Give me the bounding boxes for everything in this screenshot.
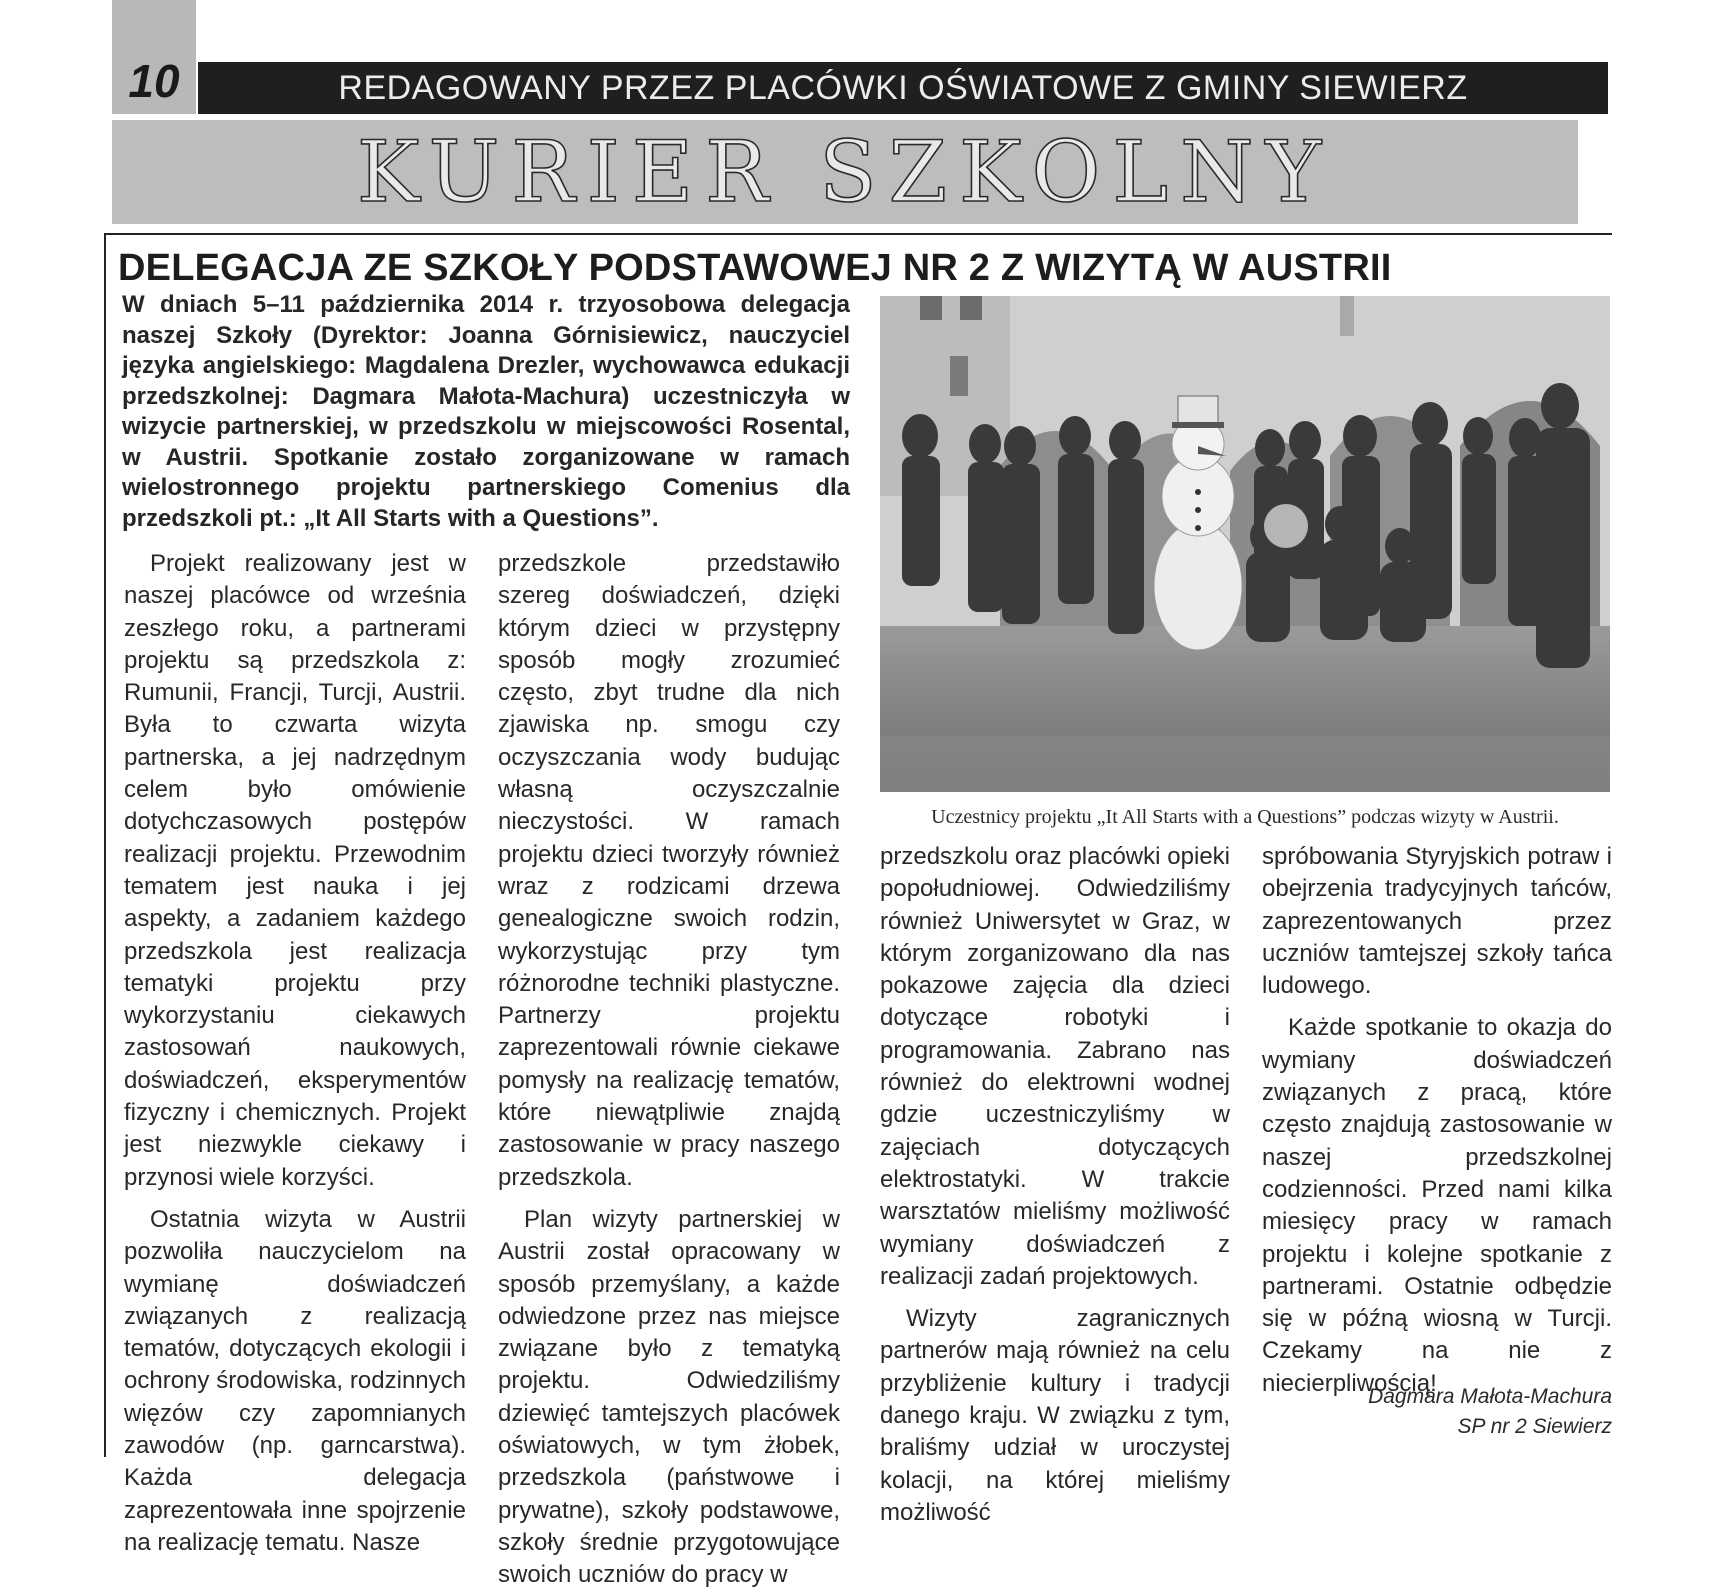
paragraph: Wizyty zagranicznych partnerów mają również na celu przybliżenie kultury i tradycji danego kraju. W związku z tym, braliśmy udział w uroczystej kolacji, na której mieliśmy możliwość: [880, 1305, 1230, 1526]
article-headline: DELEGACJA ZE SZKOŁY PODSTAWOWEJ NR 2 Z WIZYTĄ W AUSTRII: [118, 247, 1392, 289]
paragraph: Ostatnia wizyta w Austrii pozwoliła nauczycielom na wymianę doświadczeń związanych z realizacją tematów, dotyczących ekologii i ochrony środowiska, rodzinnych więzów czy zapomnianych zawodów (np. garncarstwa). Każda delegacja zaprezentowała inne spojrzenie na realizację tematu. Nasze: [124, 1205, 466, 1556]
article-column-2: [498, 548, 840, 1592]
paragraph: Plan wizyty partnerskiej w Austrii został opracowany w sposób przemyślany, a każde odwiedzone przez nas miejsce związane było z tematyką projektu. Odwiedziliśmy dziewięć tamtejszych placówek oświatowych, w tym żłobek, przedszkola (państwowe i prywatne), szkoły podstawowe, szkoły średnie przygotowujące swoich uczniów do pracy w: [498, 1205, 840, 1589]
masthead-title: KURIER SZKOLNY: [112, 120, 1578, 224]
article-frame-left-rule: [104, 233, 106, 1457]
paragraph: przedszkolu oraz placówki opieki popołudniowej. Odwiedziliśmy również Uniwersytet w Graz, w którym zorganizowano dla nas pokazowe zajęcia dla dzieci dotyczące robotyki i programowania. Zabrano nas również do elektrowni wodnej gdzie uczestniczyliśmy w zajęciach dotyczących elektrostatyki. W trakcie warsztatów mieliśmy możliwość wymiany doświadczeń z realizacji zadań projektowych.: [880, 843, 1230, 1290]
article-column-1: [124, 548, 466, 1559]
paragraph: Każde spotkanie to okazja do wymiany doświadczeń związanych z pracą, które często znajdują zastosowanie w naszej przedszkolnej codzienności. Przed nami kilka miesięcy pracy w ramach projektu i kolejne spotkanie z partnerami. Ostatnie odbędzie się w późną wiosną w Turcji. Czekamy na nie z niecierpliwością!: [1262, 1014, 1612, 1397]
photo-caption: Uczestnicy projektu „It All Starts with a Questions” podczas wizyty w Austrii.: [931, 806, 1559, 828]
article-frame-top-rule: [104, 233, 1612, 235]
paragraph: spróbowania Styryjskich potraw i obejrzenia tradycyjnych tańców, zaprezentowanych przez uczniów tamtejszej szkoły tańca ludowego.: [1262, 843, 1612, 1000]
page-number: 10: [128, 55, 180, 107]
paragraph: przedszkole przedstawiło szereg doświadczeń, dzięki którym dzieci w przystępny sposób mogły zrozumieć często, zbyt trudne dla nich zjawiska np. smogu czy oczyszczania wody budując własną oczyszczalnie nieczystości. W ramach projektu dzieci tworzyły również wraz z rodzicami drzewa genealogiczne swoich rodzin, wykorzystując przy tym różnorodne techniki plastyczne. Partnerzy projektu zaprezentowali równie ciekawe pomysły na realizację tematów, które niewątpliwie znajdą zastosowanie w pracy naszego przedszkola.: [498, 550, 840, 1191]
article-lead: W dniach 5–11 października 2014 r. trzyosobowa delegacja naszej Szkoły (Dyrektor: Joanna Górnisiewicz, nauczyciel języka angielskiego: Magdalena Drezler, wychowawca edukacji przedszkolnej: Dagmara Małota-Machura) uczestniczyła w wizycie partnerskiej, w przedszkolu w miejscowości Rosental, w Austrii. Spotkanie zostało zorganizowane w ramach wielostronnego projektu partnerskiego Comenius dla przedszkoli pt.: „It All Starts with a Questions”.: [122, 291, 850, 532]
group-photo: [880, 296, 1610, 792]
paragraph: Projekt realizowany jest w naszej placówce od września zeszłego roku, a partnerami projektu są przedszkola z: Rumunii, Francji, Turcji, Austrii. Była to czwarta wizyta partnerska, a jej nadrzędnym celem było omówienie dotychczasowych postępów realizacji projektu. Przewodnim tematem jest nauka i jej aspekty, a zadaniem każdego przedszkola jest realizacja tematyki projektu przy wykorzystaniu ciekawych zastosowań naukowych, doświadczeń, eksperymentów fizyczny i chemicznych. Projekt jest niezwykle ciekawy i przynosi wiele korzyści.: [124, 550, 466, 1191]
article-column-3: [880, 841, 1230, 1529]
author-name: Dagmara Małota-Machura: [1368, 1385, 1612, 1408]
article-column-4: [1262, 841, 1612, 1400]
publisher-banner: REDAGOWANY PRZEZ PLACÓWKI OŚWIATOWE Z GMINY SIEWIERZ: [198, 62, 1608, 114]
author-signature: [1262, 1382, 1612, 1442]
group-photo-illustration: [880, 296, 1610, 792]
author-affiliation: SP nr 2 Siewierz: [1457, 1415, 1612, 1438]
